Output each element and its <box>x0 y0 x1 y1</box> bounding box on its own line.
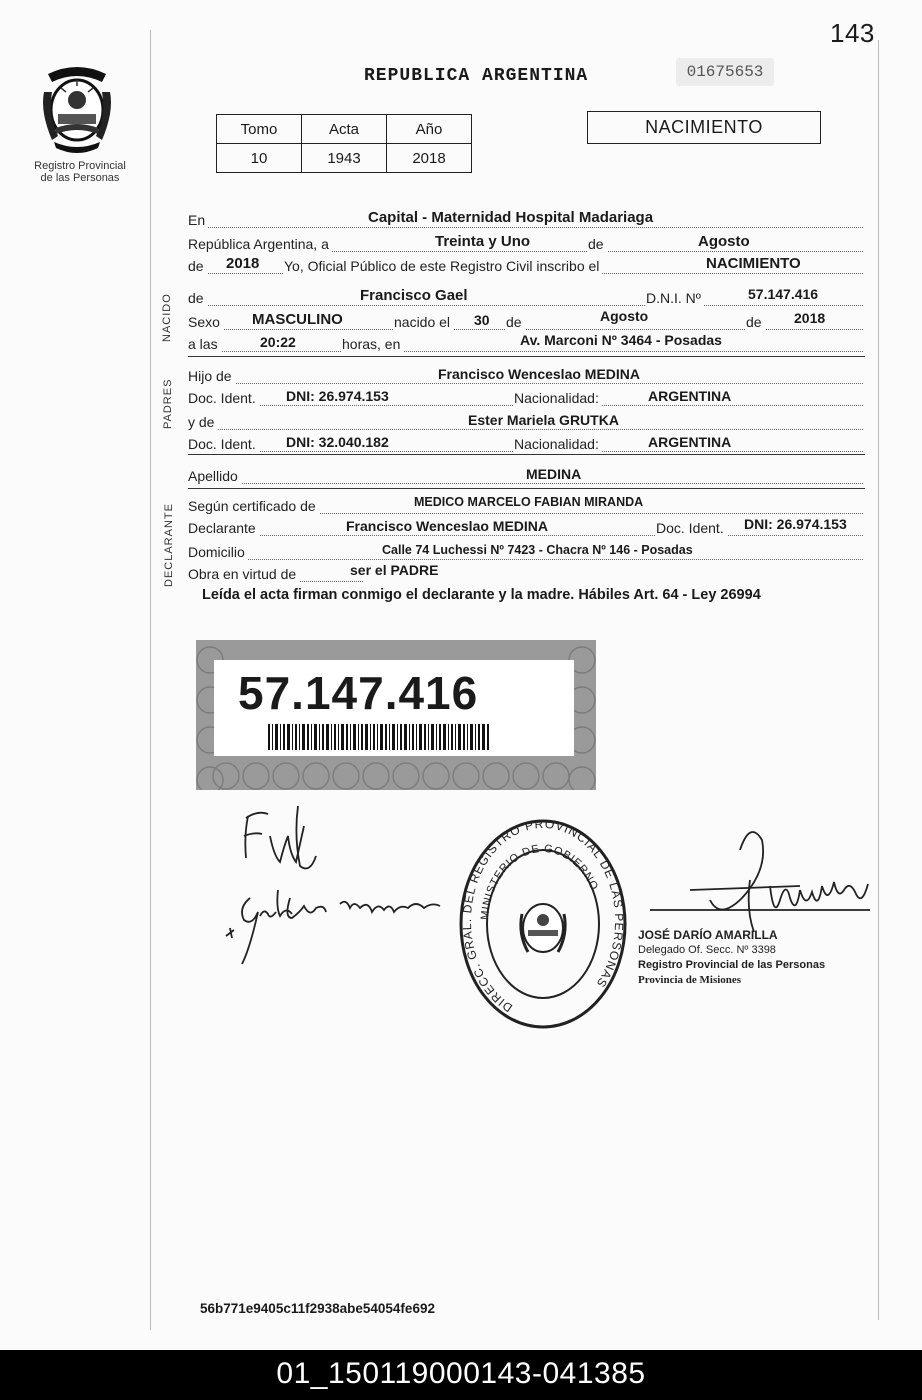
mother-name-value: Ester Mariela GRUTKA <box>468 412 619 428</box>
declarant-name-value: Francisco Wenceslao MEDINA <box>346 518 549 534</box>
section-divider <box>188 356 865 357</box>
address-value: Calle 74 Luchessi Nº 7423 - Chacra Nº 146 - Posadas <box>382 543 693 557</box>
birth-month-value: Agosto <box>600 308 649 324</box>
father-doc-value: DNI: 26.974.153 <box>286 388 389 404</box>
label-inscribo: Yo, Oficial Público de este Registro Civil inscribo el <box>284 258 602 274</box>
birth-day-value: 30 <box>474 312 490 328</box>
row-father <box>188 366 863 384</box>
official-signature-icon <box>650 820 880 940</box>
label-segun-certificado: Según certificado de <box>188 498 319 514</box>
label-doc-ident: Doc. Ident. <box>188 390 259 406</box>
book-reference-table <box>216 114 472 173</box>
certificate-value: MEDICO MARCELO FABIAN MIRANDA <box>414 495 644 509</box>
label-sexo: Sexo <box>188 314 223 330</box>
label-de-year: de <box>188 258 207 274</box>
closing-statement: Leída el acta firman conmigo el declarante y la madre. Hábiles Art. 64 - Ley 26994 <box>202 587 761 603</box>
official-name: JOSÉ DARÍO AMARILLA <box>638 928 778 942</box>
row-declarant <box>188 518 863 536</box>
birth-time-value: 20:22 <box>260 334 296 350</box>
official-stamp <box>638 928 825 988</box>
row-apellido <box>188 466 863 484</box>
label-doc-ident-declarant: Doc. Ident. <box>656 520 727 536</box>
mother-doc-value: DNI: 32.040.182 <box>286 434 389 450</box>
child-dni-value: 57.147.416 <box>748 286 819 302</box>
mother-signature-icon <box>220 868 450 968</box>
document-type-box: NACIMIENTO <box>587 111 821 144</box>
registry-seal-icon <box>458 818 628 1030</box>
row-father-doc <box>188 388 863 406</box>
serial-number-stamp: 01675653 <box>676 58 774 86</box>
row-date <box>188 234 863 252</box>
label-obra-en-virtud: Obra en virtud de <box>188 566 299 582</box>
official-registry: Registro Provincial de las Personas <box>638 959 826 971</box>
label-doc-ident-mother: Doc. Ident. <box>188 436 259 452</box>
act-type-value: NACIMIENTO <box>706 255 801 272</box>
registry-caption-line2: de las Personas <box>40 172 120 184</box>
day-words-value: Treinta y Uno <box>435 233 531 250</box>
sex-value: MASCULINO <box>252 311 343 328</box>
page-number: 143 <box>830 18 875 48</box>
tomo-header: Tomo <box>217 115 302 144</box>
acta-header: Acta <box>302 115 387 144</box>
declarant-doc-value: DNI: 26.974.153 <box>744 516 847 532</box>
place-value: Capital - Maternidad Hospital Madariaga <box>368 209 654 226</box>
barcode-panel <box>214 660 574 756</box>
row-time <box>188 334 863 352</box>
anio-value: 2018 <box>387 144 472 173</box>
official-position: Delegado Of. Secc. Nº 3398 <box>638 944 776 956</box>
official-province: Provincia de Misiones <box>638 974 742 986</box>
registry-caption <box>20 160 140 184</box>
seal-outer-text: DIRECC. GRAL. DEL REGISTRO PROVINCIAL DE LAS PERSONAS <box>460 818 627 1015</box>
label-nacionalidad: Nacionalidad: <box>514 390 602 406</box>
label-a-las: a las <box>188 336 221 352</box>
section-divider <box>188 454 865 455</box>
surname-value: MEDINA <box>526 466 582 482</box>
birth-place-value: Av. Marconi Nº 3464 - Posadas <box>520 332 722 348</box>
section-label-padres: PADRES <box>162 378 174 429</box>
province-crest-icon <box>36 62 118 154</box>
row-certificate <box>188 496 863 514</box>
label-declarante: Declarante <box>188 520 259 536</box>
label-de-name: de <box>188 290 207 306</box>
label-de-month: de <box>506 314 525 330</box>
father-nationality-value: ARGENTINA <box>648 388 732 404</box>
row-address <box>188 542 863 560</box>
section-divider <box>188 488 865 489</box>
left-margin-line <box>150 30 151 1330</box>
dni-barcode-card <box>196 640 596 790</box>
anio-header: Año <box>387 115 472 144</box>
reason-value: ser el PADRE <box>350 562 439 578</box>
birth-year-value: 2018 <box>794 310 826 326</box>
row-inscribo <box>188 256 863 274</box>
footer-identifier: 01_150119000143-041385 <box>0 1350 922 1400</box>
label-horas: horas, en <box>342 336 403 352</box>
label-de-year2: de <box>746 314 765 330</box>
mother-nationality-value: ARGENTINA <box>648 434 732 450</box>
acta-value: 1943 <box>302 144 387 173</box>
registry-caption-line1: Registro Provincial <box>34 160 126 172</box>
label-domicilio: Domicilio <box>188 544 248 560</box>
document-title: REPUBLICA ARGENTINA <box>364 66 589 86</box>
label-en: En <box>188 212 208 228</box>
label-republica: República Argentina, a <box>188 236 332 252</box>
label-hijo-de: Hijo de <box>188 368 235 384</box>
row-birth <box>188 308 863 330</box>
declarant-initials-signature-icon <box>234 796 324 876</box>
father-name-value: Francisco Wenceslao MEDINA <box>438 366 641 382</box>
right-margin-line <box>878 40 879 1320</box>
section-label-nacido: NACIDO <box>161 293 173 342</box>
child-name-value: Francisco Gael <box>360 287 468 304</box>
label-nacionalidad-mother: Nacionalidad: <box>514 436 602 452</box>
section-label-declarante: DECLARANTE <box>163 503 175 587</box>
document-hash: 56b771e9405c11f2938abe54054fe692 <box>200 1301 435 1316</box>
row-place <box>188 210 863 228</box>
row-obra <box>188 564 863 582</box>
month-value: Agosto <box>698 233 750 250</box>
label-de: de <box>588 236 607 252</box>
label-y-de: y de <box>188 414 217 430</box>
year-value: 2018 <box>226 255 260 272</box>
dni-large-number: 57.147.416 <box>238 667 479 719</box>
tomo-value: 10 <box>217 144 302 173</box>
label-apellido: Apellido <box>188 468 241 484</box>
row-name <box>188 288 863 306</box>
barcode-icon <box>268 724 490 750</box>
label-dni: D.N.I. Nº <box>646 290 704 306</box>
row-mother-doc <box>188 434 863 452</box>
label-nacido-el: nacido el <box>394 314 453 330</box>
seal-inner-text: MINISTERIO DE GOBIERNO <box>478 842 601 921</box>
row-mother <box>188 412 863 430</box>
